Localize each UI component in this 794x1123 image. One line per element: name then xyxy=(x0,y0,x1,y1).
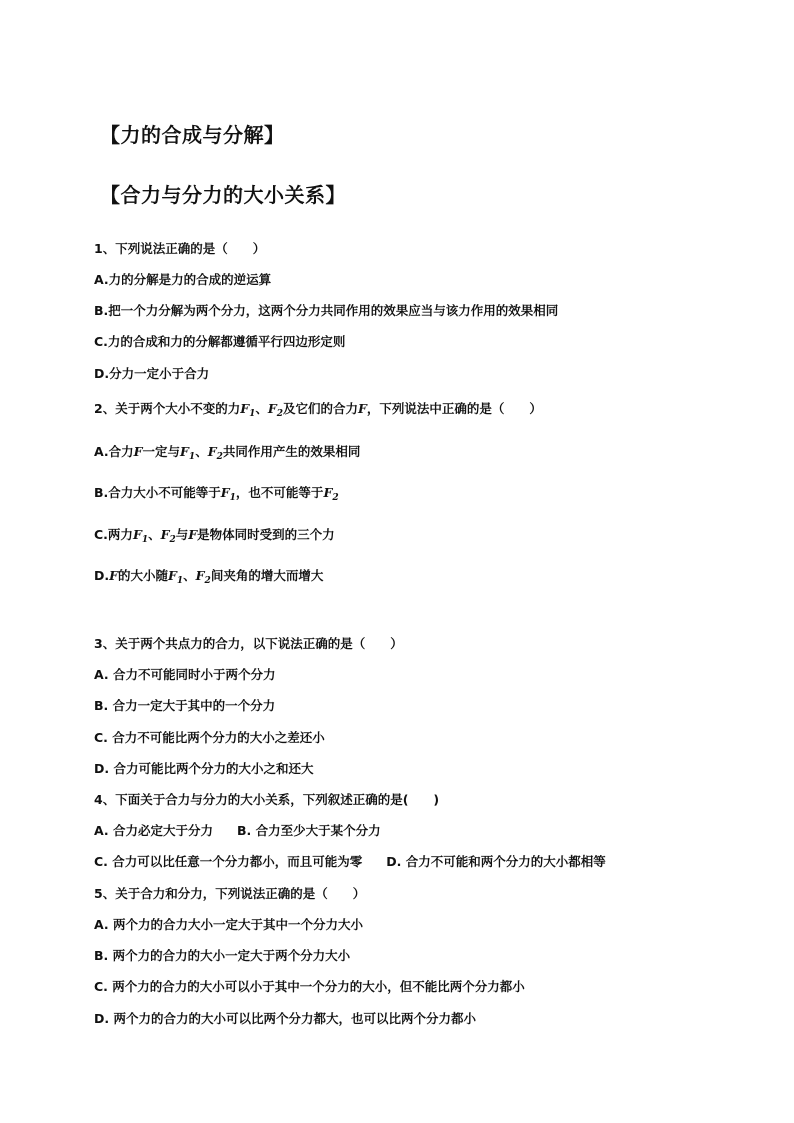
question-3-option-a: A. 合力不可能同时小于两个分力 xyxy=(94,667,276,682)
f1-symbol xyxy=(240,401,256,419)
question-4-option-c: C. 合力可以比任意一个分力都小，而且可能为零 xyxy=(94,854,363,869)
question-5-option-b: B. 两个力的合力的大小一定大于两个分力大小 xyxy=(94,948,351,963)
option-text: 是物体同时受到的三个力 xyxy=(197,527,335,542)
symbol-subscript: 1 xyxy=(249,409,256,419)
question-1-stem: 1、下列说法正确的是（ ） xyxy=(94,241,266,256)
symbol-base: F xyxy=(180,444,189,459)
question-3-option-d: D. 合力可能比两个分力的大小之和还大 xyxy=(94,761,314,776)
symbol-subscript: 2 xyxy=(332,493,339,503)
f1-symbol xyxy=(180,444,196,462)
symbol-subscript: 1 xyxy=(176,576,184,586)
symbol-subscript: 1 xyxy=(141,535,149,545)
option-text: 间夹角的增大而增大 xyxy=(210,568,324,583)
option-text: 一定与 xyxy=(142,444,181,459)
question-2-option-b xyxy=(94,484,339,502)
question-5-stem: 5、关于合力和分力，下列说法正确的是（ ） xyxy=(94,886,366,901)
stem-text: ，下列说法中正确的是（ ） xyxy=(366,401,542,416)
symbol-base: F xyxy=(267,401,277,416)
stem-text: 、 xyxy=(255,401,268,416)
option-text: 的大小随 xyxy=(118,568,169,583)
symbol-subscript: 2 xyxy=(216,452,223,462)
f2-symbol xyxy=(267,401,283,419)
option-text: ，也不可能等于 xyxy=(235,485,324,500)
f-symbol: F xyxy=(133,444,143,459)
option-text: 与 xyxy=(175,527,189,542)
question-4-options-row-1 xyxy=(94,822,381,840)
f2-symbol xyxy=(207,444,223,462)
question-5-option-c: C. 两个力的合力的大小可以小于其中一个分力的大小，但不能比两个分力都小 xyxy=(94,979,525,994)
question-4-option-b: B. 合力至少大于某个分力 xyxy=(237,823,381,838)
symbol-base: F xyxy=(220,485,230,500)
symbol-subscript: 2 xyxy=(169,535,176,545)
symbol-base: F xyxy=(323,485,333,500)
option-text: 、 xyxy=(195,444,208,459)
question-4-options-row-2 xyxy=(94,853,606,871)
symbol-base: F xyxy=(195,568,205,583)
question-3-option-c: C. 合力不可能比两个分力的大小之差还小 xyxy=(94,730,325,745)
question-5-option-d: D. 两个力的合力的大小可以比两个分力都大，也可以比两个分力都小 xyxy=(94,1011,476,1026)
option-text: C.两力 xyxy=(94,527,133,542)
f2-symbol xyxy=(195,568,211,586)
question-4-option-d: D. 合力不可能和两个分力的大小都相等 xyxy=(386,854,606,869)
symbol-subscript: 1 xyxy=(188,452,196,462)
symbol-base: F xyxy=(160,527,170,542)
f2-symbol xyxy=(160,527,176,545)
option-text: B.合力大小不可能等于 xyxy=(94,485,221,500)
section-title: 【合力与分力的大小关系】 xyxy=(100,183,346,207)
symbol-base: F xyxy=(240,401,250,416)
option-text: A.合力 xyxy=(94,444,134,459)
document-title: 【力的合成与分解】 xyxy=(100,123,285,147)
f-symbol: F xyxy=(188,527,198,542)
question-2-option-d xyxy=(94,567,323,585)
option-text: D. xyxy=(94,568,110,583)
question-1-option-c: C.力的合成和力的分解都遵循平行四边形定则 xyxy=(94,334,346,349)
f1-symbol xyxy=(132,527,149,545)
stem-text: 2、关于两个大小不变的力 xyxy=(94,401,241,416)
stem-text: 及它们的合力 xyxy=(283,401,359,416)
f-symbol: F xyxy=(109,568,118,583)
symbol-base: F xyxy=(168,568,177,583)
question-2-option-c xyxy=(94,526,335,544)
symbol-base: F xyxy=(207,444,217,459)
option-text: 、 xyxy=(183,568,196,583)
f-symbol: F xyxy=(358,401,367,416)
option-text: 、 xyxy=(148,527,161,542)
question-5-option-a: A. 两个力的合力大小一定大于其中一个分力大小 xyxy=(94,917,364,932)
f1-symbol xyxy=(168,568,184,586)
symbol-subscript: 2 xyxy=(276,409,283,419)
question-4-option-a: A. 合力必定大于分力 xyxy=(94,823,214,838)
symbol-base: F xyxy=(132,527,142,542)
symbol-subscript: 1 xyxy=(229,493,236,503)
question-1-option-b: B.把一个力分解为两个分力，这两个分力共同作用的效果应当与该力作用的效果相同 xyxy=(94,303,559,318)
question-2-stem xyxy=(94,400,542,418)
question-1-option-d: D.分力一定小于合力 xyxy=(94,366,210,381)
f2-symbol xyxy=(323,485,339,503)
question-3-stem: 3、关于两个共点力的合力，以下说法正确的是（ ） xyxy=(94,636,403,651)
question-1-option-a: A.力的分解是力的合成的逆运算 xyxy=(94,272,272,287)
question-3-option-b: B. 合力一定大于其中的一个分力 xyxy=(94,698,276,713)
question-2-option-a xyxy=(94,443,360,461)
symbol-subscript: 2 xyxy=(204,576,211,586)
option-text: 共同作用产生的效果相同 xyxy=(222,444,361,459)
question-4-stem: 4、下面关于合力与分力的大小关系，下列叙述正确的是( ) xyxy=(94,792,440,807)
f1-symbol xyxy=(220,485,236,503)
